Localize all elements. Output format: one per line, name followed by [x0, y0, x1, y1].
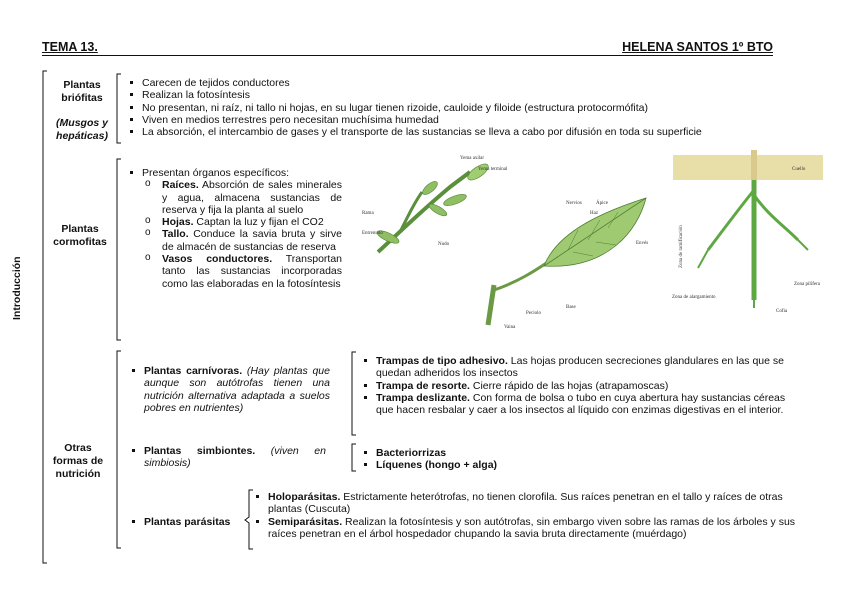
organ-name: Raíces.: [162, 179, 199, 192]
root-diagram: [668, 150, 828, 320]
label-yema-axilar: Yema axilar: [460, 156, 485, 161]
label-nervios: Nervios: [566, 201, 582, 206]
parasita-text: Estrictamente heterótrofas, no tienen clorofila. Sus raíces penetran en el tallo y raíces de otras plantas (Cuscuta): [268, 491, 783, 516]
label-cofia: Cofia: [776, 309, 788, 314]
author-name: HELENA SANTOS 1º BTO: [622, 40, 773, 54]
briofitas-title-line: briófitas: [61, 92, 103, 104]
leaf-diagram: [478, 190, 648, 330]
trap-name: Trampa de resorte.: [376, 379, 470, 392]
briofitas-title-line: Plantas: [63, 79, 101, 91]
trap-item: [362, 355, 800, 380]
label-entrenudo: Entrenudo: [362, 231, 383, 236]
otras-title-line: Otras: [64, 442, 92, 454]
trap-text: Cierre rápido de las hojas (atrapamoscas): [469, 379, 669, 392]
topic-title: TEMA 13.: [42, 40, 98, 54]
organ-text: Conduce la savia bruta y sirve de almacén de sustancias de reserva: [162, 228, 342, 253]
otras-title-line: formas de: [52, 455, 104, 467]
organ-item: [140, 253, 342, 290]
cormofitas-intro: Presentan órganos específicos:: [128, 167, 342, 179]
otras-title-line: nutrición: [55, 468, 101, 480]
carnivoras-name: Plantas carnívoras.: [144, 365, 243, 377]
label-peciolo: Peciolo: [526, 311, 541, 316]
outer-bracket: [38, 70, 58, 570]
cormofitas-brace: [113, 158, 125, 342]
label-apice: Ápice: [596, 201, 608, 206]
briofitas-subtitle-line: hepáticas): [56, 130, 108, 142]
briofitas-brace: [113, 73, 125, 145]
briofitas-subtitle-line: (Musgos y: [56, 117, 108, 129]
parasita-type: [254, 516, 814, 541]
traps-list: [362, 355, 800, 416]
side-label: Introducción: [11, 256, 23, 320]
simbiontes-note: (viven en simbiosis): [144, 445, 326, 470]
organ-item: [140, 216, 342, 228]
cormofitas-title-line: Plantas: [61, 223, 99, 235]
organ-item: [140, 179, 342, 216]
label-zona-pilifera: Zona pilífera: [794, 282, 820, 287]
organ-text: Captan la luz y fijan el CO2: [193, 216, 324, 229]
list-item: Viven en medios terrestres pero necesitan muchísima humedad: [128, 114, 778, 126]
organ-text: Transportan tanto las sustancias incorporadas como las elaboradas en la fotosíntesis: [162, 253, 342, 290]
organ-list: [140, 179, 342, 290]
label-cuello: Cuello: [792, 167, 806, 172]
parasita-name: Holoparásitas.: [268, 491, 341, 503]
parasita-type: [254, 491, 814, 516]
parasitas-name: Plantas parásitas: [144, 516, 231, 528]
label-enves: Envés: [636, 241, 649, 246]
trap-item: [362, 380, 800, 392]
cormofitas-title-line: cormofitas: [53, 236, 107, 248]
simbionte-type: Líquenes (hongo + alga): [362, 459, 662, 471]
organ-name: Hojas.: [162, 216, 194, 229]
trap-name: Trampas de tipo adhesivo.: [376, 355, 508, 367]
parasita-name: Semiparásitas.: [268, 515, 343, 528]
organ-text: Absorción de sales minerales y agua, almacena sustancias de reserva y fija la planta al suelo: [162, 179, 342, 216]
label-zona-alargamiento: Zona de alargamiento: [672, 295, 716, 300]
parasitas-item: [130, 516, 250, 528]
carnivoras-item: [130, 365, 330, 414]
list-item: No presentan, ni raíz, ni tallo ni hojas, en su lugar tienen rizoide, cauloide y filoide (estructura protocormófita): [128, 102, 778, 114]
label-rama: Rama: [362, 211, 374, 216]
trap-text: Con forma de bolsa o tubo en cuya abertura hay sustancias céreas que hacen resbalar y caer a los insectos al líquido con enzimas digestivas en el interior.: [376, 391, 786, 417]
organ-name: Vasos conductores.: [162, 253, 273, 266]
otras-brace: [113, 350, 125, 550]
label-vaina: Vaina: [504, 325, 516, 330]
carnivoras-brace: [348, 351, 360, 437]
trap-name: Trampa deslizante.: [376, 391, 470, 404]
organ-name: Tallo.: [162, 228, 189, 241]
label-haz: Haz: [590, 211, 599, 216]
label-base: Base: [566, 305, 576, 310]
parasita-text: Realizan la fotosíntesis y son autótrofas, sin embargo viven sobre las ramas de los árboles y sus raíces penetran en el árbol hospedador chupando la savia bruta directamente (muérdago): [268, 515, 796, 540]
label-zona-ramificacion: Zona de ramificación: [679, 225, 684, 268]
trap-item: [362, 392, 800, 417]
parasitas-brace: [241, 489, 255, 551]
cormofitas-title: [48, 223, 112, 249]
label-yema-terminal: Yema terminal: [478, 167, 508, 172]
list-item: Carecen de tejidos conductores: [128, 77, 778, 89]
label-nudo: Nudo: [438, 242, 450, 247]
briofitas-list: [128, 77, 778, 138]
list-item: La absorción, el intercambio de gases y el transporte de las sustancias se lleva a cabo por difusión en toda su superficie: [128, 126, 778, 138]
briofitas-title: [50, 79, 114, 143]
simbiontes-list: [362, 447, 662, 472]
organ-item: [140, 228, 342, 253]
cormofitas-content: [128, 167, 342, 290]
carnivoras-note: (Hay plantas que aunque son autótrofas tienen una nutrición alternativa adaptada a suelos pobres en nutrientes): [144, 365, 330, 414]
simbiontes-name: Plantas simbiontes.: [144, 445, 256, 457]
list-item: Realizan la fotosíntesis: [128, 89, 778, 101]
simbionte-type: Bacteriorrizas: [362, 447, 662, 459]
parasitas-list: [254, 491, 814, 540]
trap-text: Las hojas producen secreciones glandulares en las que se quedan adheridos los insectos: [376, 355, 784, 380]
header-rule: [42, 55, 773, 56]
simbiontes-item: [130, 445, 326, 470]
otras-title: [46, 442, 110, 481]
simbiontes-brace: [348, 443, 360, 473]
